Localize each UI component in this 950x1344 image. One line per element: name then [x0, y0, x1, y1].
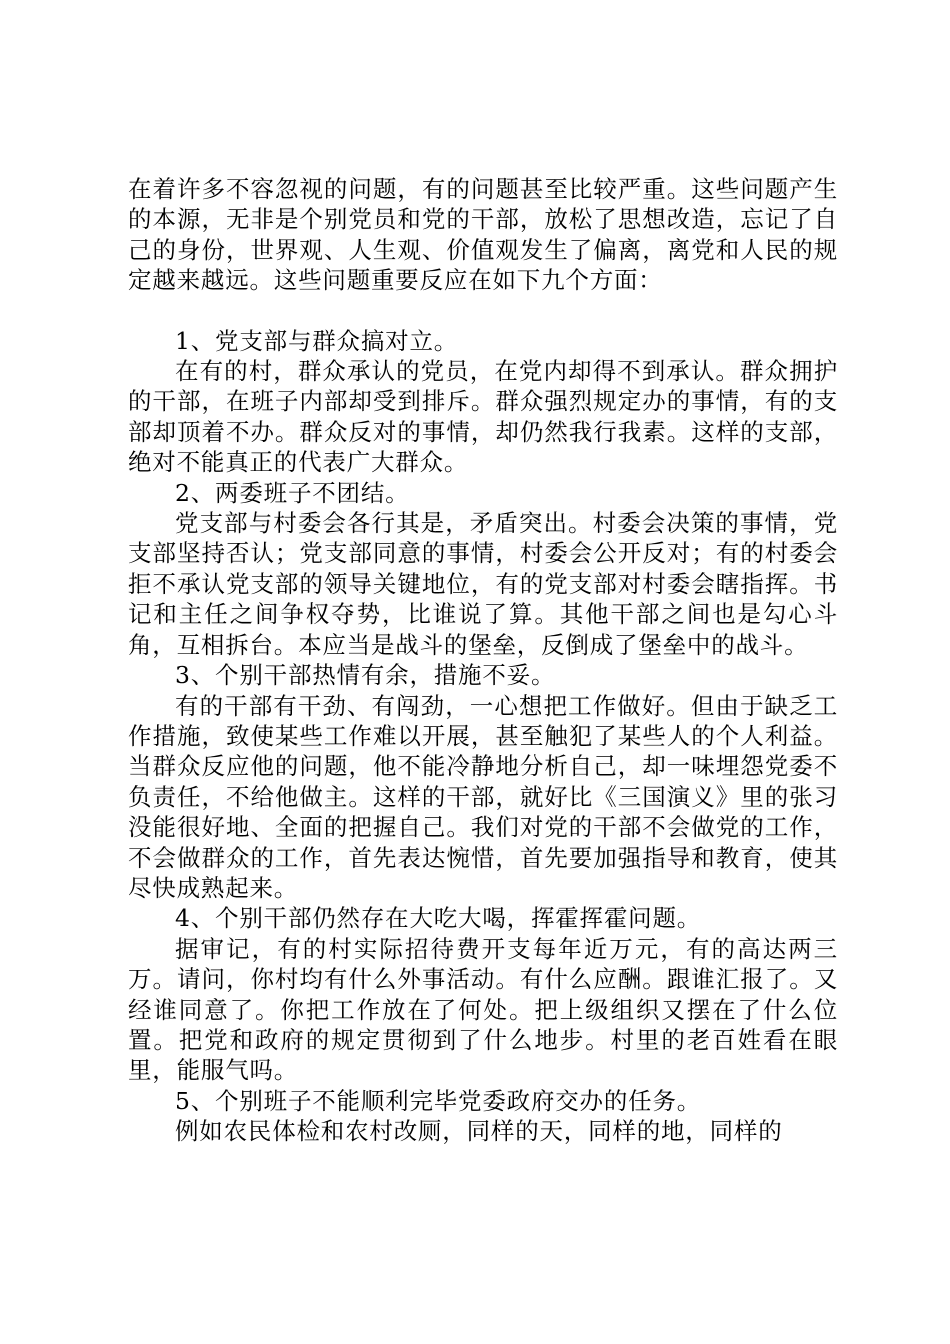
section-heading-3: 3、个别干部热情有余，措施不妥。 [175, 661, 556, 690]
section-heading-4: 4、个别干部仍然存在大吃大喝，挥霍挥霍问题。 [175, 904, 702, 933]
paragraph-gap [128, 296, 838, 326]
section-body-3: 有的干部有干劲、有闯劲，一心想把工作做好。但由于缺乏工作措施，致使某些工作难以开展，甚至触犯了某些人的个人利益。当群众反应他的问题，他不能冷静地分析自己，却一味埋怨党委不负责任，不给他做主。这样的干部，就好比《三国演义》里的张习没能很好地、全面的把握自己。我们对党的干部不会做党的工作，不会做群众的工作，首先表达惋惜，首先要加强指导和教育，使其尽快成熟起来。 [128, 691, 838, 902]
intro-paragraph: 在着许多不容忽视的问题，有的问题甚至比较严重。这些问题产生的本源，无非是个别党员和党的干部，放松了思想改造，忘记了自己的身份，世界观、人生观、价值观发生了偏离，离党和人民的规定越来越远。这些问题重要反应在如下九个方面： [128, 175, 838, 295]
section-heading-5: 5、个别班子不能顺利完毕党委政府交办的任务。 [175, 1086, 702, 1115]
section-body-5: 例如农民体检和农村改厕，同样的天，同样的地，同样的 [175, 1117, 783, 1146]
document-body [128, 174, 838, 1147]
section-heading-1: 1、党支部与群众搞对立。 [175, 326, 459, 355]
section-body-2: 党支部与村委会各行其是，矛盾突出。村委会决策的事情，党支部坚持否认；党支部同意的事情，村委会公开反对；有的村委会拒不承认党支部的领导关键地位，有的党支部对村委会瞎指挥。书记和主任之间争权夺势，比谁说了算。其他干部之间也是勾心斗角，互相拆台。本应当是战斗的堡垒，反倒成了堡垒中的战斗。 [128, 509, 838, 659]
section-heading-2: 2、两委班子不团结。 [175, 478, 410, 507]
section-body-4: 据审记，有的村实际招待费开支每年近万元，有的高达两三万。请问，你村均有什么外事活动。有什么应酬。跟谁汇报了。又经谁同意了。你把工作放在了何处。把上级组织又摆在了什么位置。把党和政府的规定贯彻到了什么地步。村里的老百姓看在眼里，能服气吗。 [128, 934, 838, 1085]
section-body-1: 在有的村，群众承认的党员，在党内却得不到承认。群众拥护的干部，在班子内部却受到排斥。群众强烈规定办的事情，有的支部却顶着不办。群众反对的事情，却仍然我行我素。这样的支部，绝对不能真正的代表广大群众。 [128, 357, 838, 477]
